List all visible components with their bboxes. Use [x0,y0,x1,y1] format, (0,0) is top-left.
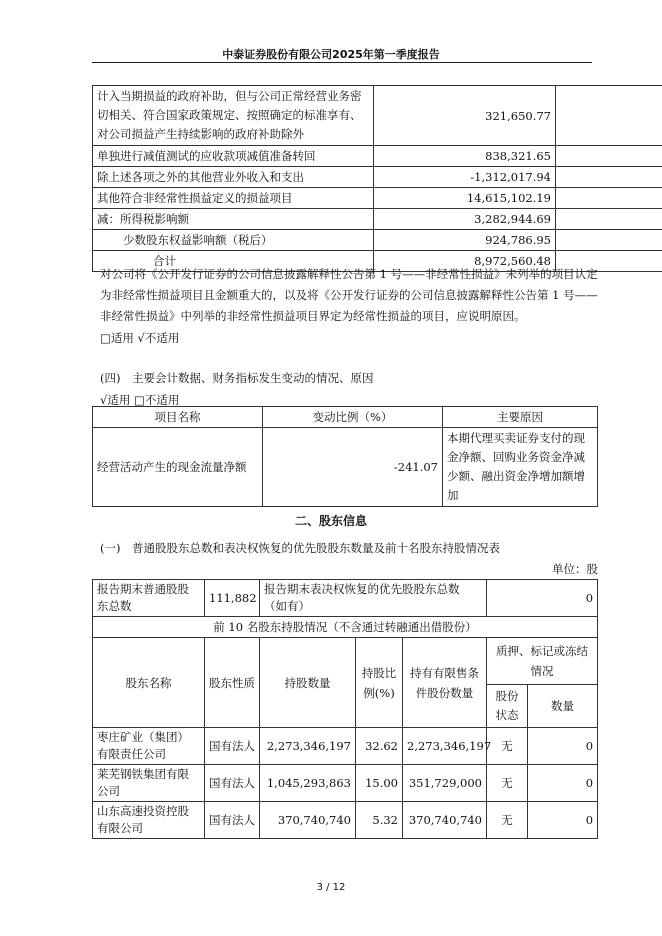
item-label: 合计 [93,251,374,272]
item-label: 其他符合非经常性损益定义的损益项目 [93,188,374,209]
restricted-shares: 2,273,346,197 [403,728,487,765]
shares-held: 1,045,293,863 [260,765,356,802]
pledged-quantity: 0 [528,765,598,802]
share-state: 无 [487,802,528,839]
pledged-quantity: 0 [528,728,598,765]
item-note [556,209,662,230]
holding-ratio: 32.62 [356,728,403,765]
change-ratio: -241.07 [263,428,443,507]
column-header: 持股数量 [260,638,356,728]
holding-ratio: 15.00 [356,765,403,802]
unit-label: 单位：股 [552,562,598,576]
table-header-row [93,638,598,685]
holding-ratio: 5.32 [356,802,403,839]
nonrecurring-table [92,85,662,272]
table-row [93,146,662,167]
table-row [93,188,662,209]
table-row [93,802,598,839]
item-label: 减：所得税影响额 [93,209,374,230]
change-reason: 本期代理买卖证券支付的现金净额、回购业务资金净减少额、融出资金净增加额增加 [443,428,598,507]
change-table [92,406,598,507]
shares-held: 2,273,346,197 [260,728,356,765]
item-amount: 3,282,944.69 [374,209,556,230]
restricted-shares: 351,729,000 [403,765,487,802]
item-amount: 14,615,102.19 [374,188,556,209]
table-row [93,167,662,188]
item-name: 经营活动产生的现金流量净额 [93,428,263,507]
preferred-holders-label: 报告期末表决权恢复的优先股股东总数（如有） [260,580,487,617]
item-amount: 8,972,560.48 [374,251,556,272]
item-amount: -1,312,017.94 [374,167,556,188]
explanation-paragraph: 对公司将《公开发行证券的公司信息披露解释性公告第 1 号——非经常性损益》未列举的项目认定为非经常性损益项目且金额重大的，以及将《公开发行证券的公司信息披露解释性公告第 1 号——非经常性损益》中列举的非经常性损益项目界定为经常性损益的项目，应说明原因。 [100,267,598,323]
item-note [556,86,662,146]
share-state: 无 [487,728,528,765]
share-state: 无 [487,765,528,802]
table-row [93,86,662,146]
item-label: 除上述各项之外的其他营业外收入和支出 [93,167,374,188]
item-note [556,167,662,188]
item-amount: 321,650.77 [374,86,556,146]
applicability-check: □适用 √不适用 [100,331,180,345]
section-heading: (四) 主要会计数据、财务指标发生变动的情况、原因 [100,371,374,385]
shareholder-nature: 国有法人 [205,802,260,839]
item-label: 单独进行减值测试的应收款项减值准备转回 [93,146,374,167]
item-note [556,146,662,167]
table-row [93,230,662,251]
shareholder-name: 莱芜钢铁集团有限公司 [93,765,205,802]
column-header: 股份状态 [487,685,528,728]
subsection-heading: (一) 普通股股东总数和表决权恢复的优先股股东数量及前十名股东持股情况表 [100,541,500,555]
preferred-holders-value: 0 [487,580,598,617]
column-header: 项目名称 [93,407,263,428]
shareholder-name: 枣庄矿业（集团）有限责任公司 [93,728,205,765]
table-row [93,765,598,802]
column-header: 持有有限售条件股份数量 [403,638,487,728]
pledged-quantity: 0 [528,802,598,839]
applicability-check: √适用 □不适用 [100,393,180,407]
column-header: 主要原因 [443,407,598,428]
shareholder-table [92,579,598,839]
shareholder-nature: 国有法人 [205,728,260,765]
total-holders-label: 报告期末普通股股东总数 [93,580,205,617]
item-note [556,230,662,251]
column-header: 变动比例（%） [263,407,443,428]
item-label: 计入当期损益的政府补助，但与公司正常经营业务密切相关、符合国家政策规定、按照确定的标准享有、对公司损益产生持续影响的政府补助除外 [93,86,374,146]
page-number: 3 / 12 [316,882,346,893]
table-row [93,209,662,230]
column-header: 质押、标记或冻结情况 [487,638,598,685]
summary-row [93,580,598,617]
item-note [556,188,662,209]
table-header-row [93,407,598,428]
column-header: 持股比例(%) [356,638,403,728]
column-header: 股东性质 [205,638,260,728]
header-divider [92,62,592,63]
item-amount: 838,321.65 [374,146,556,167]
item-amount: 924,786.95 [374,230,556,251]
total-holders-value: 111,882 [205,580,260,617]
table-row [93,428,598,507]
item-label: 少数股东权益影响额（税后） [93,230,374,251]
shareholder-nature: 国有法人 [205,765,260,802]
shareholder-name: 山东高速投资控股有限公司 [93,802,205,839]
report-header: 中泰证券股份有限公司2025年第一季度报告 [222,48,440,61]
top10-title-row [93,617,598,638]
section-title: 二、股东信息 [294,514,367,528]
column-header: 数量 [528,685,598,728]
column-header: 股东名称 [93,638,205,728]
table-row [93,728,598,765]
restricted-shares: 370,740,740 [403,802,487,839]
top10-title: 前 10 名股东持股情况（不含通过转融通出借股份） [93,617,598,638]
shares-held: 370,740,740 [260,802,356,839]
